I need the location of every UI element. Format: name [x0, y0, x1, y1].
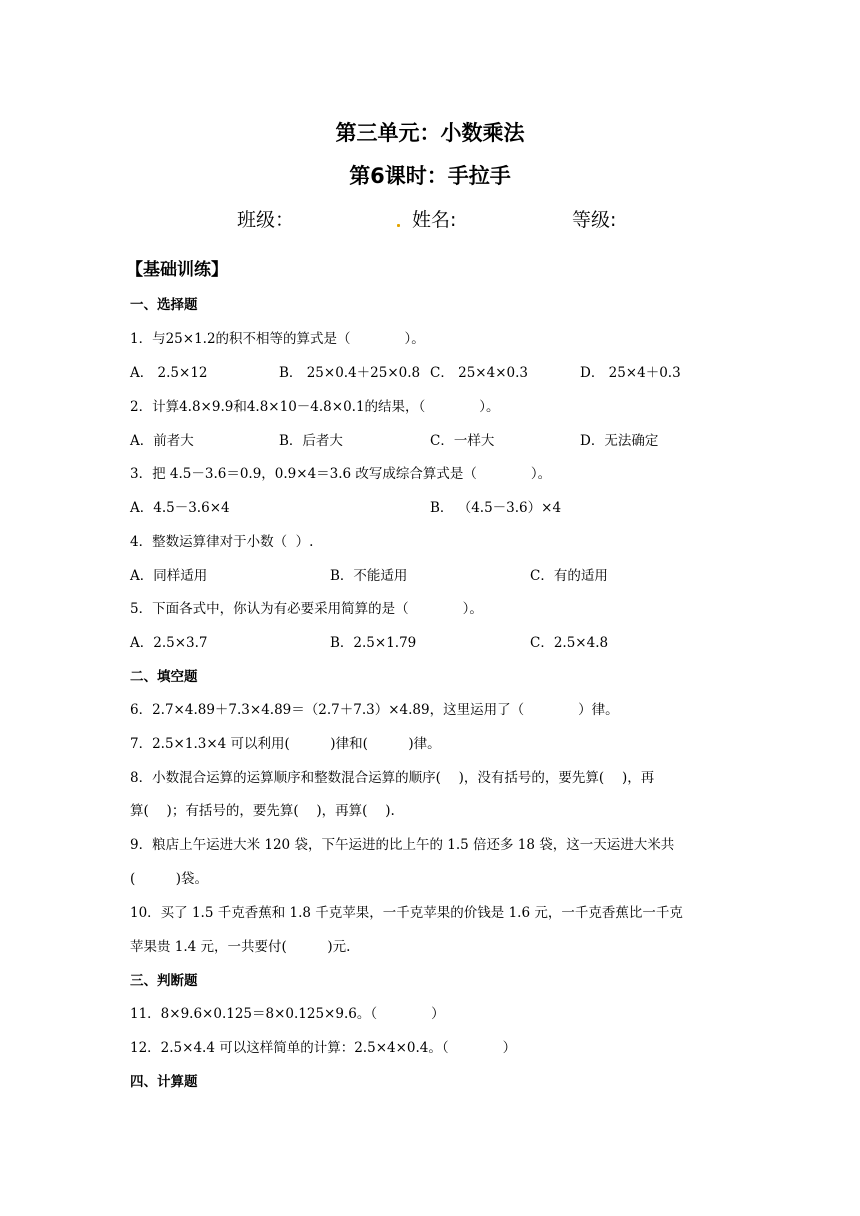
- question-12: 12．2.5×4.4 可以这样简单的计算：2.5×4×0.4。（ ）: [130, 1040, 517, 1056]
- question-5-option-b: B．2.5×1.79: [330, 635, 417, 651]
- question-8-line-1: 8．小数混合运算的运算顺序和整数混合运算的顺序( )，没有括号的，要先算( )，再: [130, 770, 655, 786]
- section-heading-choice: 一、选择题: [130, 297, 198, 313]
- question-10-line-2: 苹果贵 1.4 元，一共要付( )元.: [130, 939, 351, 955]
- question-4-option-c: C．有的适用: [530, 568, 608, 584]
- question-4-option-a: A．同样适用: [130, 568, 208, 584]
- question-1-stem: 1．与25×1.2的积不相等的算式是（ ）。: [130, 331, 425, 347]
- question-1-option-c: C． 25×4×0.3: [430, 365, 528, 381]
- question-2-option-c: C．一样大: [430, 433, 495, 449]
- question-2-option-d: D．无法确定: [580, 433, 659, 449]
- question-10-line-1: 10．买了 1.5 千克香蕉和 1.8 千克苹果，一千克苹果的价钱是 1.6 元，一千克香蕉比一千克: [130, 905, 683, 921]
- grade-label: 等级:: [572, 209, 617, 231]
- section-basic-training: 【基础训练】: [126, 260, 228, 280]
- question-3-stem: 3．把 4.5－3.6＝0.9，0.9×4＝3.6 改写成综合算式是（ ）。: [130, 466, 552, 482]
- page-subtitle: 第6课时：手拉手: [349, 164, 511, 188]
- question-5-option-c: C．2.5×4.8: [530, 635, 609, 651]
- question-2-stem: 2．计算4.8×9.9和4.8×10－4.8×0.1的结果，（ ）。: [130, 399, 500, 415]
- question-11: 11．8×9.6×0.125＝8×0.125×9.6。（ ）: [130, 1006, 445, 1022]
- name-label: 姓名:: [412, 209, 457, 231]
- question-9-line-1: 9．粮店上午运进大米 120 袋，下午运进的比上午的 1.5 倍还多 18 袋，这一天运进大米共: [130, 837, 675, 853]
- question-9-line-2: ( )袋。: [130, 871, 209, 887]
- question-5-stem: 5．下面各式中，你认为有必要采用简算的是（ ）。: [130, 601, 483, 617]
- class-label: 班级：: [237, 209, 295, 231]
- section-heading-calc: 四、计算题: [130, 1074, 198, 1090]
- question-6: 6．2.7×4.89＋7.3×4.89＝（2.7＋7.3）×4.89，这里运用了（ ）律。: [130, 702, 619, 718]
- question-4-stem: 4．整数运算律对于小数（ ）.: [130, 534, 314, 550]
- question-1-option-d: D． 25×4＋0.3: [580, 365, 681, 381]
- question-3-option-b: B． （4.5－3.6）×4: [430, 500, 562, 516]
- section-heading-judge: 三、判断题: [130, 973, 198, 989]
- question-4-option-b: B．不能适用: [330, 568, 408, 584]
- question-2-option-a: A．前者大: [130, 433, 194, 449]
- question-1-option-a: A． 2.5×12: [130, 365, 208, 381]
- section-heading-fill: 二、填空题: [130, 669, 198, 685]
- question-3-option-a: A．4.5－3.6×4: [130, 500, 230, 516]
- question-5-option-a: A．2.5×3.7: [130, 635, 208, 651]
- question-8-line-2: 算( )；有括号的，要先算( )，再算( ).: [130, 803, 395, 819]
- page-title: 第三单元：小数乘法: [335, 121, 525, 145]
- name-field-marker: [397, 224, 400, 227]
- question-7: 7．2.5×1.3×4 可以利用( )律和( )律。: [130, 736, 441, 752]
- question-1-option-b: B． 25×0.4＋25×0.8: [279, 365, 421, 381]
- question-2-option-b: B．后者大: [279, 433, 343, 449]
